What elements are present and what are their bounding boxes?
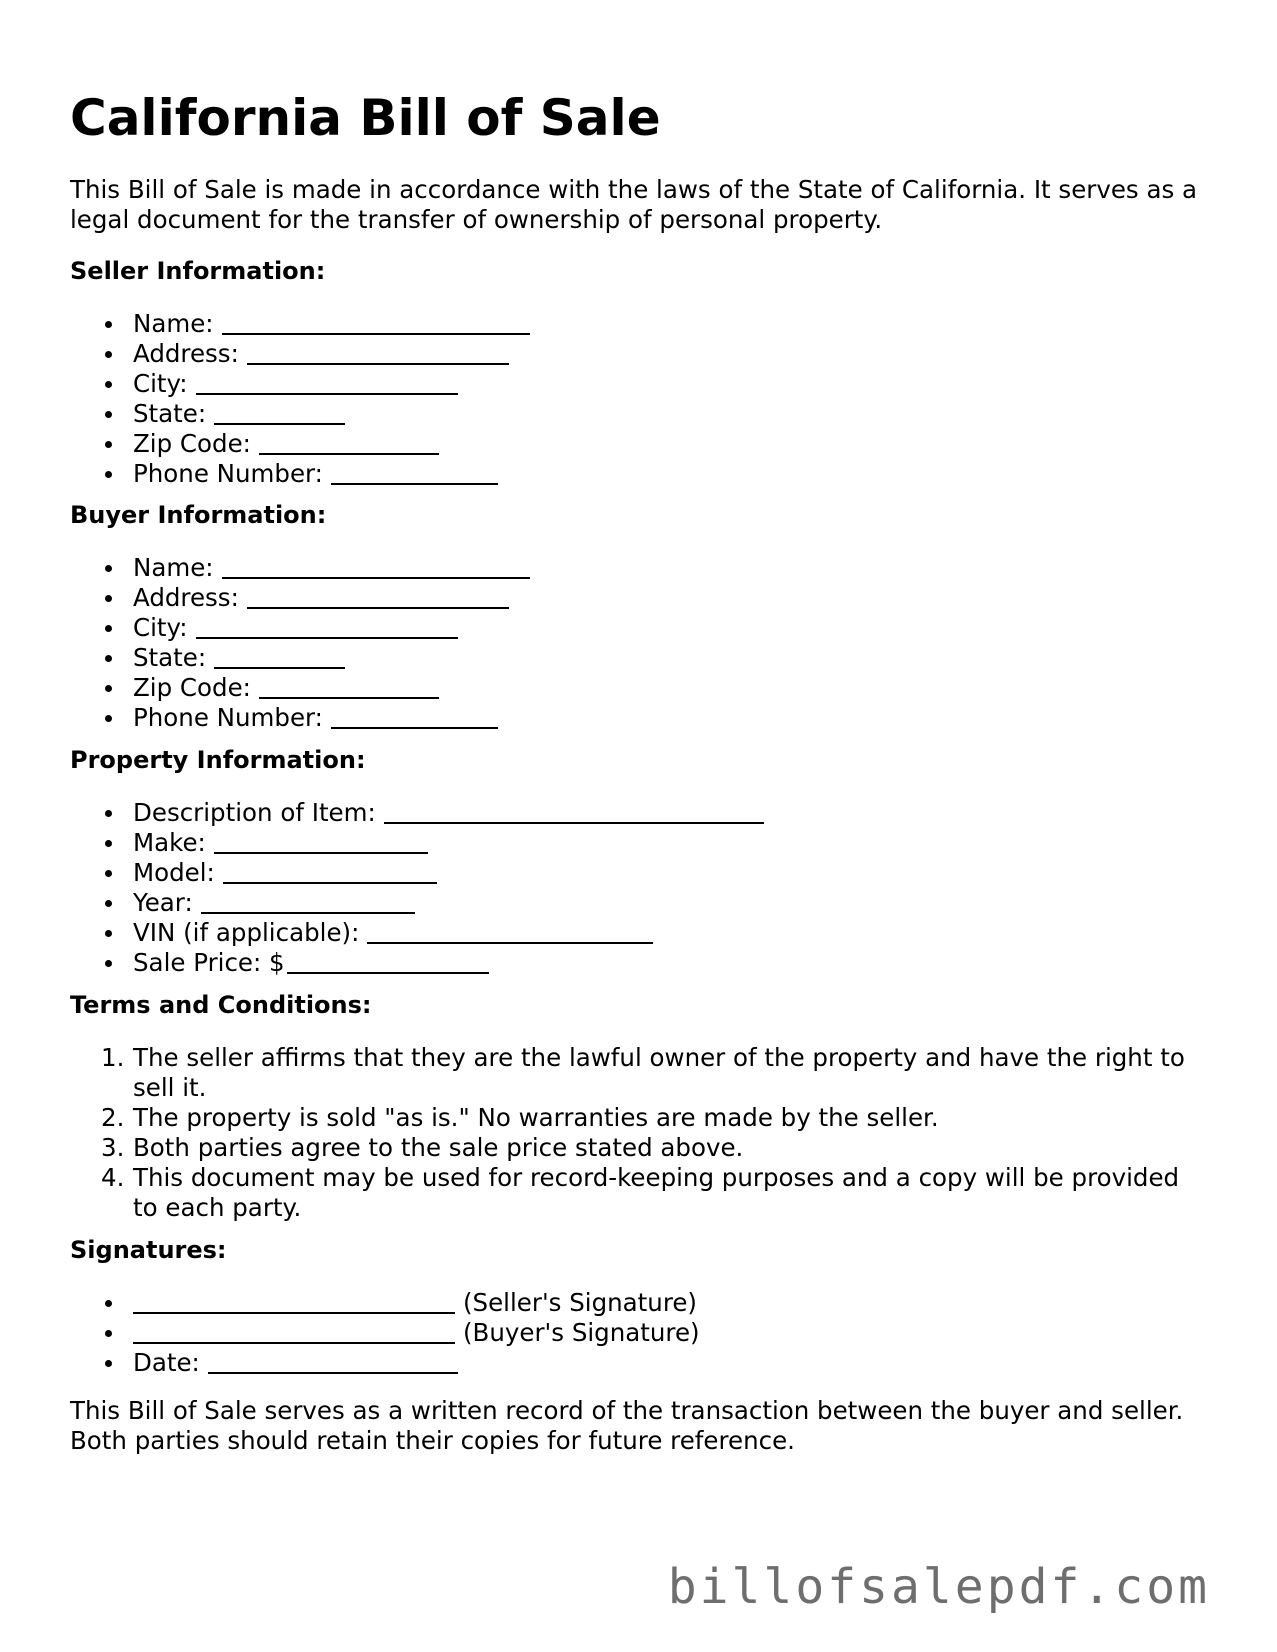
property-description-item <box>70 798 1210 828</box>
date-item <box>70 1348 1210 1378</box>
terms-item-text: The property is sold "as is." No warranties are made by the seller. <box>133 1103 939 1132</box>
field-label: Make: <box>133 828 206 857</box>
seller-state-item <box>70 399 1210 429</box>
field-label: VIN (if applicable): <box>133 918 360 947</box>
buyer-state-item <box>70 643 1210 673</box>
seller-signature-item <box>70 1288 1210 1318</box>
field-label: Phone Number: <box>133 703 323 732</box>
date-field[interactable] <box>208 1348 458 1374</box>
terms-item <box>70 1103 1210 1133</box>
field-label: State: <box>133 399 207 428</box>
buyer-phone-field[interactable] <box>331 703 498 729</box>
seller-name-item <box>70 309 1210 339</box>
seller-address-item <box>70 339 1210 369</box>
buyer-signature-item <box>70 1318 1210 1348</box>
field-label: State: <box>133 643 207 672</box>
date-label: Date: <box>133 1348 200 1377</box>
field-label: City: <box>133 369 188 398</box>
terms-item-number: 1. <box>101 1043 125 1072</box>
seller-heading: Seller Information: <box>70 257 326 285</box>
terms-item <box>70 1043 1210 1103</box>
seller-city-field[interactable] <box>196 369 458 395</box>
field-label: Phone Number: <box>133 459 323 488</box>
terms-item <box>70 1133 1210 1163</box>
field-label: Zip Code: <box>133 673 251 702</box>
field-label: Name: <box>133 553 214 582</box>
property-model-field[interactable] <box>223 858 437 884</box>
property-price-field[interactable] <box>287 948 489 974</box>
field-label: City: <box>133 613 188 642</box>
property-description-field[interactable] <box>384 798 764 824</box>
signatures-heading: Signatures: <box>70 1236 227 1264</box>
property-fields-list <box>70 798 1210 978</box>
property-model-item <box>70 858 1210 888</box>
field-label: Zip Code: <box>133 429 251 458</box>
property-price-item <box>70 948 1210 978</box>
document-title: California Bill of Sale <box>70 89 661 147</box>
signatures-list <box>70 1288 1210 1378</box>
seller-zip-field[interactable] <box>259 429 439 455</box>
property-make-field[interactable] <box>214 828 428 854</box>
seller-fields-list <box>70 309 1210 489</box>
property-vin-item <box>70 918 1210 948</box>
terms-item-number: 4. <box>101 1163 125 1192</box>
terms-item-text: The seller affirms that they are the lawful owner of the property and have the right to sell it. <box>133 1043 1185 1102</box>
buyer-signature-field[interactable] <box>133 1318 455 1344</box>
property-make-item <box>70 828 1210 858</box>
buyer-phone-item <box>70 703 1210 733</box>
intro-paragraph: This Bill of Sale is made in accordance with the laws of the State of California. It serves as a legal document for the transfer of ownership of personal property. <box>70 175 1198 234</box>
field-label: Address: <box>133 583 239 612</box>
seller-state-field[interactable] <box>214 399 345 425</box>
seller-signature-label: (Seller's Signature) <box>463 1288 697 1317</box>
seller-city-item <box>70 369 1210 399</box>
buyer-zip-field[interactable] <box>259 673 439 699</box>
watermark-text: billofsalepdf.com <box>667 1559 1210 1615</box>
field-label: Sale Price: $ <box>133 948 285 977</box>
seller-address-field[interactable] <box>247 339 509 365</box>
buyer-heading: Buyer Information: <box>70 501 327 529</box>
terms-item <box>70 1163 1210 1223</box>
terms-list <box>70 1043 1210 1223</box>
seller-phone-field[interactable] <box>331 459 498 485</box>
seller-name-field[interactable] <box>222 309 530 335</box>
terms-item-number: 3. <box>101 1133 125 1162</box>
terms-heading: Terms and Conditions: <box>70 991 372 1019</box>
seller-signature-field[interactable] <box>133 1288 455 1314</box>
buyer-address-item <box>70 583 1210 613</box>
terms-item-text: This document may be used for record-keeping purposes and a copy will be provided to each party. <box>133 1163 1180 1222</box>
field-label: Description of Item: <box>133 798 376 827</box>
buyer-signature-label: (Buyer's Signature) <box>463 1318 700 1347</box>
field-label: Address: <box>133 339 239 368</box>
buyer-name-field[interactable] <box>222 553 530 579</box>
seller-zip-item <box>70 429 1210 459</box>
terms-item-number: 2. <box>101 1103 125 1132</box>
buyer-city-item <box>70 613 1210 643</box>
buyer-fields-list <box>70 553 1210 733</box>
terms-item-text: Both parties agree to the sale price stated above. <box>133 1133 744 1162</box>
buyer-state-field[interactable] <box>214 643 345 669</box>
field-label: Model: <box>133 858 215 887</box>
buyer-name-item <box>70 553 1210 583</box>
closing-paragraph: This Bill of Sale serves as a written record of the transaction between the buyer and seller. Both parties should retain their copies for future reference. <box>70 1396 1184 1455</box>
property-vin-field[interactable] <box>367 918 653 944</box>
buyer-zip-item <box>70 673 1210 703</box>
seller-phone-item <box>70 459 1210 489</box>
buyer-city-field[interactable] <box>196 613 458 639</box>
field-label: Year: <box>133 888 193 917</box>
property-year-item <box>70 888 1210 918</box>
property-heading: Property Information: <box>70 746 366 774</box>
property-year-field[interactable] <box>201 888 415 914</box>
buyer-address-field[interactable] <box>247 583 509 609</box>
field-label: Name: <box>133 309 214 338</box>
